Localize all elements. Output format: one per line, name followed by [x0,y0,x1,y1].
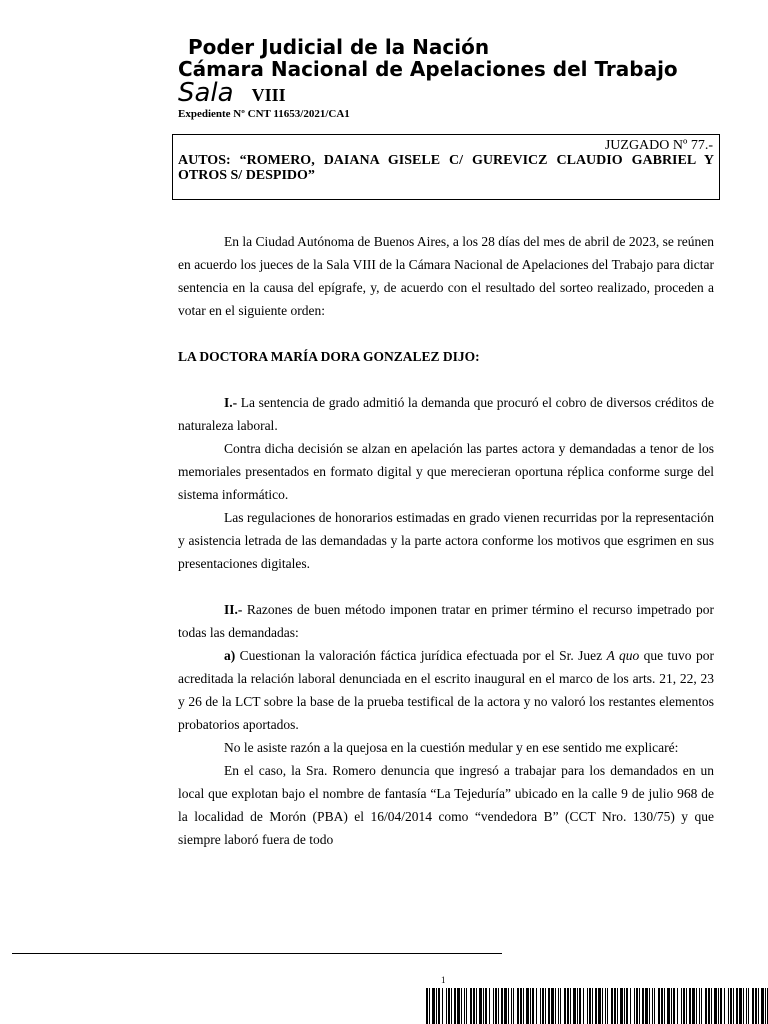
section-2-text: Razones de buen método imponen tratar en primer término el recurso impetrado por todas las demandadas: [178,602,714,640]
section-1-text: La sentencia de grado admitió la demanda que procuró el cobro de diversos créditos de naturaleza laboral. [178,395,714,433]
section-2-label: II.- [224,602,243,617]
case-box [172,134,720,200]
case-facts-paragraph: En el caso, la Sra. Romero denuncia que ingresó a trabajar para los demandados en un local que explotan bajo el nombre de fantasía “La Tejeduría” ubicado en la calle 9 de julio 968 de la localidad de Morón (PBA) el 16/04/2014 como “vendedora B” (CCT Nro. 130/75) y que siempre laboró fuera de todo [178,763,714,847]
court-name: Poder Judicial de la Nación [188,35,490,59]
point-a-label: a) [224,648,236,663]
page-number: 1 [441,975,446,985]
intro-paragraph: En la Ciudad Autónoma de Buenos Aires, a los 28 días del mes de abril de 2023, se reúnen en acuerdo los jueces de la Sala VIII de la Cámara Nacional de Apelaciones del Trabajo para dictar sentencia en la causa del epígrafe, y, de acuerdo con el resultado del sorteo realizado, proceden a votar en el siguiente orden: [178,234,714,318]
sala-number: VIII [251,85,286,105]
juzgado-label: JUZGADO Nº 77.- [604,138,713,153]
sala-label: Sala [178,78,234,108]
point-a-paragraph [178,644,714,736]
chamber-name: Cámara Nacional de Apelaciones del Trabajo [178,57,678,81]
case-caption: AUTOS: “ROMERO, DAIANA GISELE C/ GUREVICZ CLAUDIO GABRIEL Y OTROS S/ DESPIDO” [178,153,714,183]
judge-heading: LA DOCTORA MARÍA DORA GONZALEZ DIJO: [178,349,480,364]
appeal-paragraph: Contra dicha decisión se alzan en apelación las partes actora y demandadas a tenor de los memoriales presentados en formato digital y que merecieran oportuna réplica conforme surge del sistema informático. [178,441,714,502]
expediente-number: Expediente Nº CNT 11653/2021/CA1 [178,108,350,120]
document-body [178,230,714,851]
section-1-label: I.- [224,395,238,410]
point-a-text-2: que tuvo por acreditada la relación laboral denunciada en el escrito inaugural en el marco de los arts. 21, 22, 23 y 26 de la LCT sobre la base de la prueba testifical de la actora y no valoró los restantes elementos probatorios aportados. [178,648,714,732]
sala-line [178,78,286,108]
section-2-paragraph [178,598,714,644]
barcode [426,988,768,1024]
point-a-text-1: Cuestionan la valoración fáctica jurídica efectuada por el Sr. Juez [235,648,607,663]
footer-rule [12,953,502,954]
no-reason-paragraph: No le asiste razón a la quejosa en la cuestión medular y en ese sentido me explicaré: [224,740,679,755]
a-quo-term: A quo [606,648,640,663]
fees-paragraph: Las regulaciones de honorarios estimadas en grado vienen recurridas por la representación y asistencia letrada de las demandadas y la parte actora conforme los motivos que esgrimen en sus presentaciones digitales. [178,510,714,571]
section-1-paragraph [178,391,714,437]
